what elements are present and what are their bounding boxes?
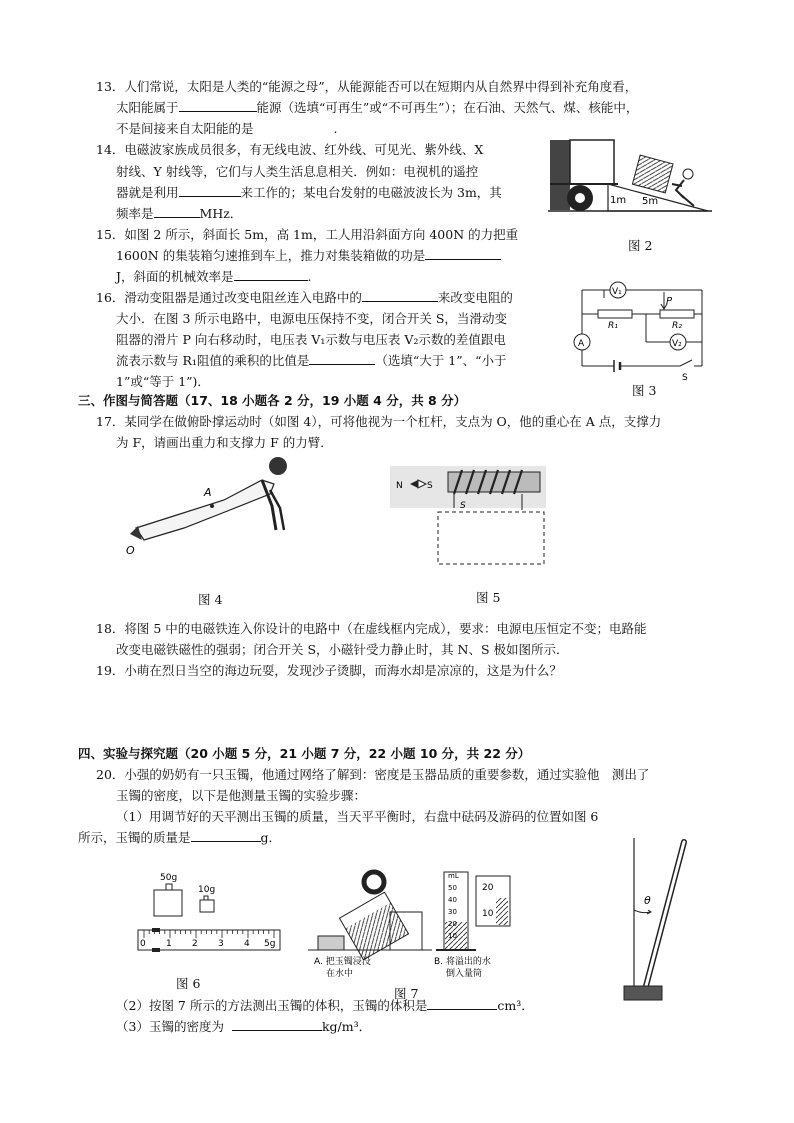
zoom-10: 10 — [482, 909, 494, 919]
q16-line3: 阻器的滑片 P 向右移动时，电压表 V₁示数与电压表 V₂示数的差值跟电 — [116, 332, 506, 347]
q13-text: 太阳能属于 — [116, 100, 179, 115]
q16-line4 — [116, 352, 507, 370]
head — [269, 457, 287, 475]
switch-label: S — [682, 373, 688, 383]
jade-bracelet — [364, 872, 384, 892]
rod-base — [624, 986, 662, 1000]
answer-blank[interactable] — [362, 289, 438, 302]
q20-line6 — [116, 1018, 371, 1036]
south-label: S — [427, 481, 433, 491]
mark-50: 50 — [448, 884, 457, 892]
figure-2-caption: 图 2 — [628, 238, 653, 253]
q16-text: 16．滑动变阻器是通过改变电阻丝连入电路中的 — [96, 290, 362, 305]
q14-text: MHz． — [199, 206, 243, 221]
answer-blank[interactable] — [425, 247, 501, 260]
answer-blank[interactable] — [179, 184, 241, 197]
q14-line2: 射线、Y 射线等，它们与人类生活息息相关．例如：电视机的遥控 — [116, 164, 479, 179]
zoom-20: 20 — [482, 883, 494, 893]
step-b-line1: B. 将溢出的水 — [434, 957, 491, 967]
q15-line1: 15．如图 2 所示，斜面长 5m，高 1m，工人用沿斜面方向 400N 的力把重 — [96, 227, 519, 242]
answer-blank[interactable] — [232, 1018, 322, 1031]
answer-blank[interactable] — [427, 997, 497, 1010]
slope-length-label: 5m — [642, 196, 659, 207]
q16-line2: 大小．在图 3 所示电路中，电源电压保持不变，闭合开关 S，当滑动变 — [116, 311, 507, 326]
answer-blank[interactable] — [234, 268, 308, 281]
q15-text: . — [307, 269, 312, 284]
answer-blank[interactable] — [309, 352, 375, 365]
q20-text: cm³． — [497, 998, 534, 1013]
figure-3-circuit — [568, 282, 716, 382]
weight-50g-label: 50g — [160, 873, 178, 883]
step-a-line2: 在水中 — [326, 969, 354, 979]
tilted-rod — [646, 842, 684, 986]
truck-body — [570, 140, 614, 184]
q15-text: J，斜面的机械效率是 — [116, 269, 234, 284]
figure-6-balance — [134, 872, 284, 956]
circuit-design-box[interactable] — [438, 512, 544, 564]
mark-20: 20 — [448, 920, 457, 928]
q20-line4 — [78, 829, 281, 847]
figure-4-pushup — [120, 450, 300, 560]
q14-line3 — [116, 184, 502, 202]
q20-text: kg/m³． — [321, 1019, 372, 1034]
weight-10g-label: 10g — [198, 885, 216, 895]
q20-line3: （1）用调节好的天平测出玉镯的质量，当天平平衡时，右盘中砝码及游码的位置如图 6 — [116, 809, 599, 824]
q20-text: （2）按图 7 所示的方法测出玉镯的体积，玉镯的体积是 — [116, 998, 428, 1013]
step-b-line2: 倒入量筒 — [446, 969, 483, 979]
q14-text: 来工作的；某电台发射的电磁波波长为 3m，其 — [240, 185, 502, 200]
q14-line4 — [116, 205, 242, 223]
r2-label: R₂ — [672, 321, 682, 331]
section-3-heading: 三、作图与简答题（17、18 小题各 2 分，19 小题 4 分，共 8 分） — [78, 393, 467, 408]
figure-6-caption: 图 6 — [176, 976, 201, 991]
q19-line1: 19．小萌在烈日当空的海边玩耍，发现沙子烫脚，而海水却是凉凉的，这是为什么？ — [96, 663, 562, 678]
weight-50g — [154, 890, 182, 916]
figure-7-volume — [308, 866, 524, 986]
figure-8-rod — [604, 838, 704, 1006]
answer-blank[interactable] — [154, 205, 200, 218]
north-label: N — [396, 481, 403, 491]
height-label: 1m — [610, 195, 627, 206]
switch-label: S — [460, 501, 466, 511]
section-4-heading: 四、实验与探究题（20 小题 5 分，21 小题 7 分，22 小题 10 分，共 22 分） — [78, 746, 531, 761]
angle-theta-label: θ — [644, 894, 651, 907]
scale-tick-5: 5g — [264, 939, 276, 949]
scale-tick-2: 2 — [192, 939, 198, 949]
answer-blank[interactable] — [179, 99, 257, 112]
v1-label: V₁ — [612, 287, 622, 297]
figure-5-caption: 图 5 — [476, 590, 501, 605]
fulcrum-label: O — [126, 544, 135, 557]
r1-label: R₁ — [608, 321, 618, 331]
scale-tick-1: 1 — [166, 939, 172, 949]
mark-40: 40 — [448, 896, 457, 904]
figure-2-incline — [548, 140, 712, 232]
cylinder-unit: mL — [448, 872, 459, 880]
figure-4-caption: 图 4 — [198, 592, 223, 607]
q20-text: 所示，玉镯的质量是 — [78, 830, 191, 845]
q13-text: . — [333, 121, 338, 136]
v2-label: V₂ — [672, 339, 682, 349]
mark-30: 30 — [448, 908, 457, 916]
q17-line2: 为 F，请画出重力和支撑力 F 的力臂． — [116, 435, 333, 450]
truck-cab — [550, 140, 570, 210]
q15-text: 1600N 的集装箱匀速推到车上，推力对集装箱做的功是 — [116, 248, 426, 263]
rider-top — [152, 928, 160, 932]
figure-7-caption: 图 7 — [394, 986, 419, 1001]
scale-tick-3: 3 — [218, 939, 224, 949]
answer-blank[interactable] — [191, 829, 261, 842]
q15-line3 — [116, 268, 312, 286]
q18-line1: 18．将图 5 中的电磁铁连入你设计的电路中（在虚线框内完成），要求：电源电压恒定不变；电路能 — [96, 621, 647, 636]
q20-text: g． — [260, 830, 282, 845]
scale-tick-0: 0 — [140, 939, 146, 949]
q18-line2: 改变电磁铁磁性的强弱；闭合开关 S，小磁针受力静止时，其 N、S 极如图所示． — [116, 642, 569, 657]
container-box — [632, 155, 673, 193]
center-of-gravity-label: A — [204, 486, 212, 499]
q16-text: （选填“大于 1”、“小于 — [375, 353, 507, 368]
figure-5-electromagnet — [390, 466, 550, 568]
ammeter-label: A — [578, 339, 585, 349]
q17-line1: 17．某同学在做俯卧撑运动时（如图 4），可将他视为一个杠杆，支点为 O，他的重心在 A 点，支撑力 — [96, 414, 662, 429]
q20-text: （3）玉镯的密度为 — [116, 1019, 224, 1034]
q13-line1: 13．人们常说，太阳是人类的“能源之母”，从能源能否可以在短期内从自然界中得到补充角度看， — [96, 79, 638, 94]
q14-text: 器就是利用 — [116, 185, 179, 200]
q13-line3 — [116, 120, 338, 138]
step-a-line1: A. 把玉镯浸没 — [314, 957, 371, 967]
scale-tick-4: 4 — [244, 939, 250, 949]
q13-text: 能源（选填“可再生”或“不可再生”）；在石油、天然气、煤、核能中， — [256, 100, 639, 115]
q16-text: 流表示数与 R₁阻值的乘积的比值是 — [116, 353, 310, 368]
q16-line5: 1”或“等于 1”)． — [116, 374, 210, 389]
q20-line5 — [116, 997, 534, 1015]
q14-text: 频率是 — [116, 206, 154, 221]
q16-text: 来改变电阻的 — [437, 290, 513, 305]
mark-10: 10 — [448, 932, 457, 940]
q14-line1: 14．电磁波家族成员很多，有无线电波、红外线、可见光、紫外线、X — [96, 142, 484, 157]
q15-line2 — [116, 247, 501, 265]
slider-label: P — [666, 296, 673, 307]
q20-line2: 玉镯的密度，以下是他测量玉镯的实验步骤： — [116, 788, 367, 803]
q16-line1 — [96, 289, 513, 307]
figure-3-caption: 图 3 — [632, 383, 657, 398]
q13-text: 不是间接来自太阳能的是 — [116, 121, 254, 136]
weight-10g — [200, 900, 214, 912]
q20-line1: 20．小强的奶奶有一只玉镯，他通过网络了解到：密度是玉器品质的重要参数，通过实验他 测出了 — [96, 767, 650, 782]
q13-line2 — [116, 99, 638, 117]
